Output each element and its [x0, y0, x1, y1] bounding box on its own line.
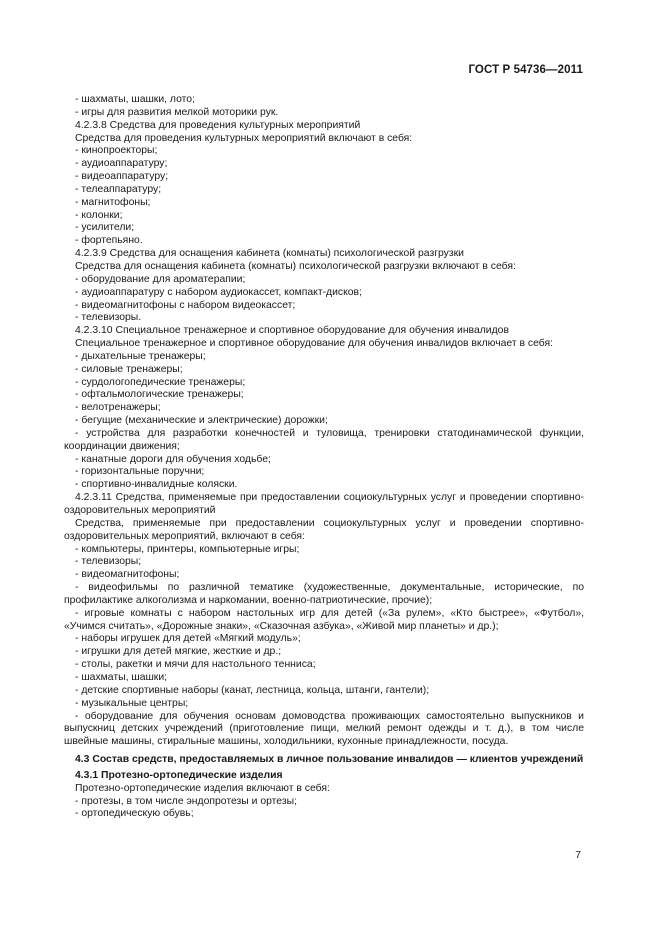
- list-item: - телеаппаратуру;: [75, 183, 162, 195]
- list-item: - детские спортивные наборы (канат, лестница, кольца, штанги, гантели);: [75, 684, 430, 696]
- paragraph: Средства для проведения культурных мероприятий включают в себя:: [75, 132, 413, 144]
- list-item: - видеомагнитофоны с набором видеокассет;: [75, 299, 296, 311]
- paragraph: 4.3.1 Протезно-ортопедические изделия: [75, 769, 283, 781]
- list-item: - оборудование для ароматерапии;: [75, 273, 246, 285]
- list-item: - аудиоаппаратуру;: [75, 158, 168, 170]
- list-item: - офтальмологические тренажеры;: [75, 389, 244, 401]
- list-item: - видеомагнитофоны;: [75, 569, 180, 581]
- paragraph: Протезно-ортопедические изделия включают в себя:: [75, 782, 330, 794]
- list-item: - колонки;: [75, 209, 123, 221]
- list-item: - велотренажеры;: [75, 402, 161, 414]
- paragraph: 4.2.3.10 Специальное тренажерное и спортивное оборудование для обучения инвалидов: [75, 325, 509, 337]
- list-item: - силовые тренажеры;: [75, 363, 183, 375]
- list-item: - дыхательные тренажеры;: [75, 350, 206, 362]
- paragraph: 4.2.3.11 Средства, применяемые при предоставлении социокультурных услуг и проведении спортивно-оздоровительных мероприятий: [64, 492, 584, 516]
- list-item: - шахматы, шашки, лото;: [75, 94, 195, 105]
- paragraph: Средства для оснащения кабинета (комнаты) психологической разгрузки включают в себя:: [75, 260, 516, 272]
- list-item: - усилители;: [75, 222, 135, 234]
- list-item: - видеофильмы по различной тематике (художественные, документальные, исторические, по профилактике алкоголизма и наркомании, военно-патриотические, прочие);: [64, 582, 584, 606]
- document-header: ГОСТ Р 54736—2011: [468, 64, 583, 76]
- list-item: - кинопроекторы;: [75, 145, 158, 157]
- list-item: - столы, ракетки и мячи для настольного тенниса;: [75, 659, 316, 671]
- list-item: - оборудование для обучения основам домоводства проживающих самостоятельно выпускников и выпускниц детских учреждений (приготовление пищи, мелкий ремонт одежды и т. д.), в том числе швейные машины, стиральные машины, холодильники, кухонные принадлежности, посуда.: [64, 710, 584, 748]
- list-item: - канатные дороги для обучения ходьбе;: [75, 453, 271, 465]
- list-item: - телевизоры;: [75, 556, 142, 568]
- list-item: - наборы игрушек для детей «Мягкий модуль»;: [75, 633, 301, 645]
- list-item: - магнитофоны;: [75, 196, 151, 208]
- paragraph: 4.3 Состав средств, предоставляемых в личное пользование инвалидов — клиентов учреждений: [75, 754, 584, 766]
- paragraph: 4.2.3.9 Средства для оснащения кабинета (комнаты) психологической разгрузки: [75, 248, 464, 260]
- document-body: [64, 94, 584, 821]
- list-item: - игры для развития мелкой моторики рук.: [75, 106, 279, 118]
- list-item: - шахматы, шашки;: [75, 671, 168, 683]
- list-item: - компьютеры, принтеры, компьютерные игры;: [75, 543, 300, 555]
- list-item: - видеоаппаратуру;: [75, 171, 169, 183]
- list-item: - телевизоры.: [75, 312, 142, 324]
- list-item: - сурдологопедические тренажеры;: [75, 376, 246, 388]
- paragraph: Специальное тренажерное и спортивное оборудование для обучения инвалидов включает в себя:: [75, 338, 553, 350]
- list-item: - горизонтальные поручни;: [75, 466, 205, 478]
- list-item: - спортивно-инвалидные коляски.: [75, 479, 238, 491]
- paragraph: 4.2.3.8 Средства для проведения культурных мероприятий: [75, 119, 361, 131]
- list-item: - аудиоаппаратуру с набором аудиокассет, компакт-дисков;: [75, 286, 362, 298]
- page-number: 7: [575, 850, 581, 861]
- list-item: - игровые комнаты с набором настольных игр для детей («За рулем», «Кто быстрее», «Футбол», «Учимся считать», «Дорожные знаки», «Сказочная азбука», «Живой мир планеты» и др.);: [64, 607, 584, 632]
- paragraph: Средства, применяемые при предоставлении социокультурных услуг и проведении спортивно-оздоровительных мероприятий, включают в себя:: [64, 517, 584, 542]
- list-item: - фортепьяно.: [75, 235, 143, 247]
- list-item: - музыкальные центры;: [75, 697, 189, 709]
- list-item: - протезы, в том числе эндопротезы и ортезы;: [75, 795, 297, 807]
- list-item: - устройства для разработки конечностей и туловища, тренировки статодинамической функции, координации движения;: [64, 427, 584, 452]
- list-item: - игрушки для детей мягкие, жесткие и др.;: [75, 646, 282, 658]
- list-item: - ортопедическую обувь;: [75, 808, 194, 820]
- list-item: - бегущие (механические и электрические) дорожки;: [75, 415, 328, 427]
